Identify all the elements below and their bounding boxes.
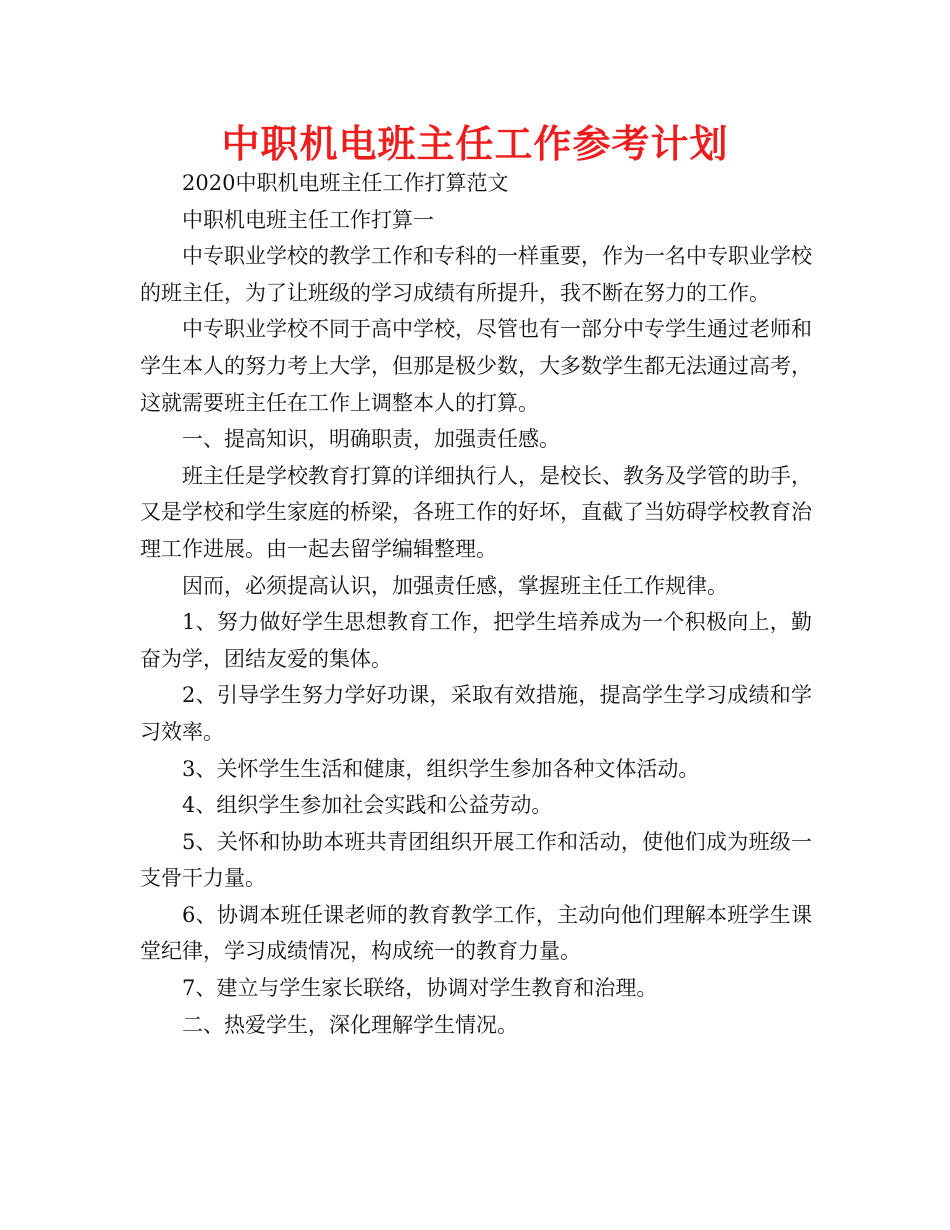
paragraph: 中专职业学校的教学工作和专科的一样重要，作为一名中专职业学校的班主任，为了让班级的学习成绩有所提升，我不断在努力的工作。 — [140, 244, 812, 305]
list-item: 5、关怀和协助本班共青团组织开展工作和活动，使他们成为班级一支骨干力量。 — [140, 829, 812, 891]
list-item: 6、协调本班任课老师的教育教学工作，主动向他们理解本班学生课堂纪律，学习成绩情况，构成统一的教育力量。 — [140, 902, 812, 964]
heading-2: 二、热爱学生，深化理解学生情况。 — [182, 1012, 518, 1037]
paragraph: 中专职业学校不同于高中学校，尽管也有一部分中专学生通过老师和学生本人的努力考上大学，但那是极少数，大多数学生都无法通过高考，这就需要班主任在工作上调整本人的打算。 — [140, 317, 812, 415]
document-title: 中职机电班主任工作参考计划 — [221, 122, 729, 166]
heading-1: 一、提高知识，明确职责，加强责任感。 — [182, 427, 560, 452]
subtitle-line: 2020中职机电班主任工作打算范文 — [182, 171, 509, 195]
document-body — [140, 165, 812, 1043]
paragraph: 班主任是学校教育打算的详细执行人，是校长、教务及学管的助手，又是学校和学生家庭的桥梁，各班工作的好坏，直截了当妨碍学校教育治理工作进展。由一起去留学编辑整理。 — [140, 463, 812, 561]
paragraph: 因而，必须提高认识，加强责任感，掌握班主任工作规律。 — [182, 573, 728, 598]
list-item: 7、建立与学生家长联络，协调对学生教育和治理。 — [182, 976, 658, 1001]
section-heading: 中职机电班主任工作打算一 — [182, 207, 434, 232]
list-item: 1、努力做好学生思想教育工作，把学生培养成为一个积极向上，勤奋为学，团结友爱的集体。 — [140, 610, 812, 671]
list-item: 4、组织学生参加社会实践和公益劳动。 — [182, 793, 553, 818]
list-item: 3、关怀学生生活和健康，组织学生参加各种文体活动。 — [182, 756, 700, 781]
list-item: 2、引导学生努力学好功课，采取有效措施，提高学生学习成绩和学习效率。 — [140, 683, 812, 744]
